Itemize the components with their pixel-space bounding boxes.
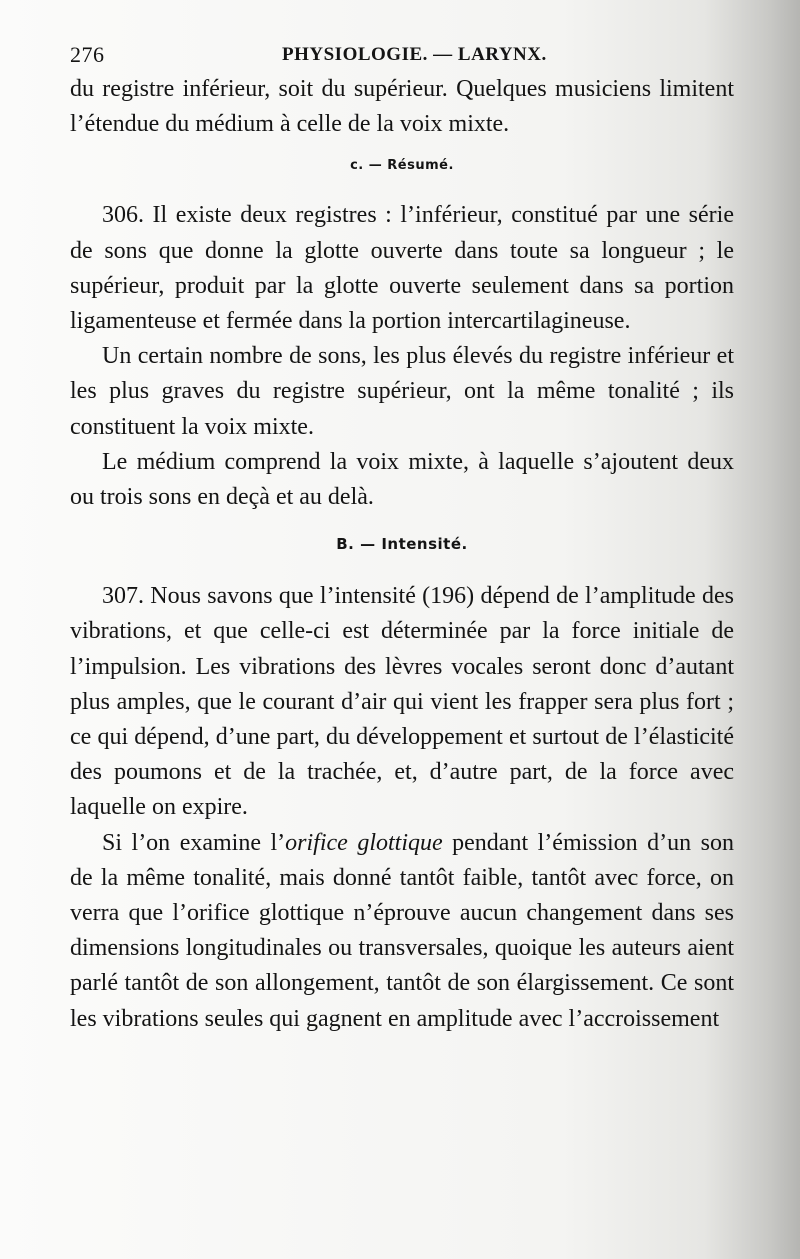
paragraph-306-c: Le médium comprend la voix mixte, à laquelle s’ajoutent deux ou trois sons en deçà et au delà.: [70, 448, 734, 511]
section-heading-resume: c. — Résumé.: [350, 158, 454, 174]
paragraph-307-text: Nous savons que l’intensité (196) dépend de l’amplitude des vibrations, et que celle-ci est déterminée par la force initiale de l’impulsion. Les vibrations des lèvres vocales seront donc d’autant plus amples, que le courant d’air qui vient les frapper sera plus fort ; ce qui dépend, d’une part, du développement et surtout de l’élasticité des poumons et de la trachée, et, d’autre part, de la force avec laquelle on expire.: [70, 583, 734, 821]
paragraph-306: [70, 198, 734, 339]
running-head: PHYSIOLOGIE. — LARYNX.: [282, 44, 547, 65]
emphasis-orifice-glottique: orifice glottique: [285, 829, 443, 856]
paragraph-intro: du registre inférieur, soit du supérieur. Quelques musiciens limitent l’étendue du médium à celle de la voix mixte.: [70, 76, 734, 138]
paragraph-306-b: Un certain nombre de sons, les plus élevés du registre inférieur et les plus graves du registre supérieur, ont la même tonalité ; ils constituent la voix mixte.: [70, 343, 734, 440]
page-number: 276: [70, 42, 105, 67]
page-header: [70, 42, 750, 70]
section-heading-intensite: B. — Intensité.: [336, 535, 468, 554]
paragraph-number-306: 306.: [102, 202, 144, 229]
paragraph-307-b: [70, 826, 734, 1037]
paragraph-307-b-rest: pendant l’émission d’un son de la même tonalité, mais donné tantôt faible, tantôt avec force, on verra que l’orifice glottique n’éprouve aucun changement dans ses dimensions longitudinales ou transversales, quoique les auteurs aient parlé tantôt de son allongement, tantôt de son élargissement. Ce sont les vibrations seules qui gagnent en amplitude avec l’accroissement: [70, 829, 734, 1032]
paragraph-307: [70, 579, 734, 825]
paragraph-306-text: Il existe deux registres : l’inférieur, constitué par une série de sons que donne la glotte ouverte dans toute sa longueur ; le supérieur, produit par la glotte ouverte seulement dans sa portion ligamenteuse et fermée dans la portion intercartilagineuse.: [70, 202, 734, 335]
paragraph-number-307: 307.: [102, 583, 144, 610]
paragraph-307-b-start: Si l’on examine l’: [102, 829, 286, 856]
page-body: [70, 72, 734, 1037]
